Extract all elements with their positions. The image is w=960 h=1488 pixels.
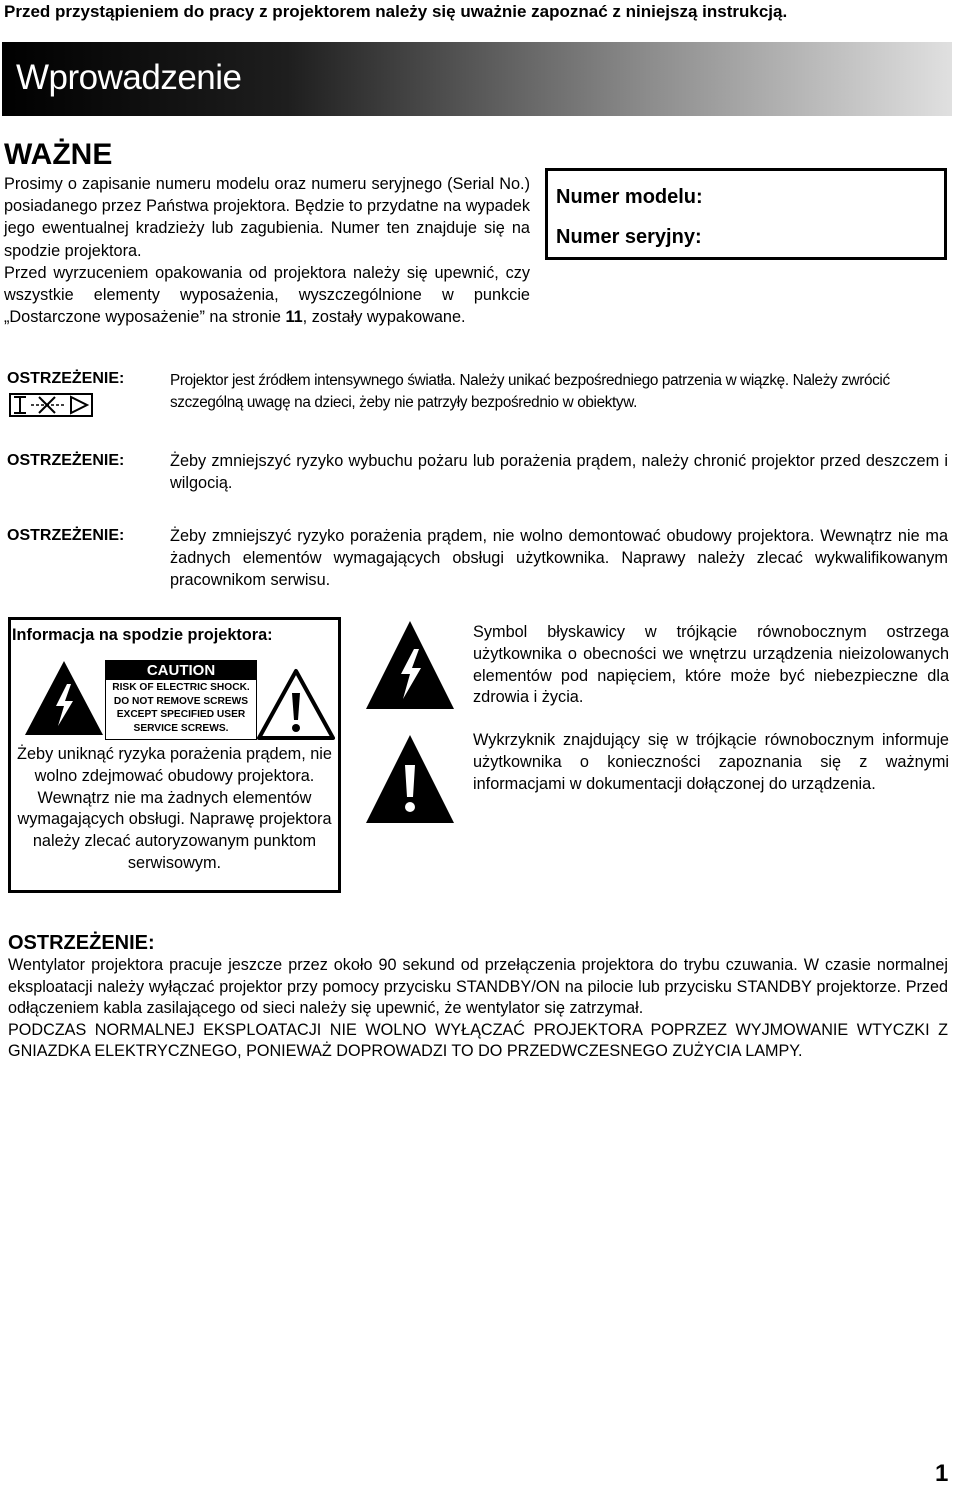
exclamation-triangle-icon [257, 668, 335, 740]
bottom-label-text: Żeby uniknąć ryzyka porażenia prądem, nie wolno zdejmować obudowy projektora. Wewnątrz nie ma żadnych elementów wymagających obsługi. Naprawę projektora należy zlecać autoryzowanym punktom serwisowym. [17, 745, 332, 872]
serial-number-box [545, 168, 947, 260]
caution-title: CAUTION [106, 661, 256, 680]
exclamation-symbol-text: Wykrzyknik znajdujący się w trójkącie równobocznym informuje użytkownika o konieczności zapoznania się z ważnymi informacjami w dokumentacji dołączonej do urządzenia. [473, 731, 949, 793]
important-paragraph-2: Przed wyrzuceniem opakowania od projektora należy się upewnić, czy wszystkie elementy wyposażenia, wyszczególnione w punkcie „Dostarczone wyposażenie” na stronie [4, 263, 530, 327]
serial-number-label: Numer seryjny: [556, 226, 702, 248]
lightning-triangle-icon [23, 658, 105, 738]
fan-warning-paragraph: Wentylator projektora pracuje jeszcze przez około 90 sekund od przełączenia projektora do trybu czuwania. W czasie normalnej eksploatacji należy wyłączać projektor przy pomocy przycisku STANDBY/ON na pilocie lub przycisku STANDBY projektorze. Przed odłączeniem kabla zasilającego od sieci należy się upewnić, że wentylator się zatrzymał. [8, 956, 948, 1018]
bottom-label-info-box [8, 617, 341, 893]
fan-warning-label: OSTRZEŻENIE: [8, 932, 155, 954]
section-banner [2, 42, 952, 116]
section-title: Wprowadzenie [16, 58, 242, 97]
caution-line: SERVICE SCREWS. [133, 722, 229, 734]
intro-note: Przed przystąpieniem do pracy z projektorem należy się uważnie zapoznać z niniejszą instrukcją. [4, 2, 788, 21]
warning-text: Żeby zmniejszyć ryzyko porażenia prądem, nie wolno demontować obudowy projektora. Wewnątrz nie ma żadnych elementów wymagających obsługi użytkownika. Naprawy należy zlecać wykwalifikowanym pracownikom serwisu. [170, 527, 948, 589]
page-reference: 11 [285, 308, 303, 327]
caution-line: RISK OF ELECTRIC SHOCK. [112, 682, 250, 693]
warning-label: OSTRZEŻENIE: [7, 527, 125, 544]
caution-line: DO NOT REMOVE SCREWS [113, 695, 249, 707]
important-paragraph-1: Prosimy o zapisanie numeru modelu oraz numeru seryjnego (Serial No.) posiadanego przez Państwa projektora. Będzie to przydatne na wypadek jego ewentualnej kradzieży lub zagubienia. Numer ten znajduje się na spodzie projektora. [4, 175, 530, 260]
important-heading: WAŻNE [4, 138, 113, 171]
model-number-label: Numer modelu: [556, 186, 703, 208]
warning-text: Żeby zmniejszyć ryzyko wybuchu pożaru lub porażenia prądem, należy chronić projektor przed deszczem i wilgocią. [170, 452, 948, 492]
page-number: 1 [935, 1460, 949, 1487]
fan-warning-caps-paragraph: PODCZAS NORMALNEJ EKSPLOATACJI NIE WOLNO WYŁĄCZAĆ PROJEKTORA POPRZEZ WYJMOWANIE WTYCZKI Z GNIAZDKA ELEKTRYCZNEGO, PONIEWAŻ DOPROWADZI TO DO PRZEDWCZESNEGO ZUŻYCIA LAMPY. [8, 1020, 948, 1061]
warning-text: Projektor jest źródłem intensywnego światła. Należy unikać bezpośredniego patrzenia w wiązkę. Należy zwrócić szczególną uwagę na dzieci, żeby nie patrzyły bezpośrednio w obiektyw. [170, 372, 890, 411]
important-text [4, 173, 530, 328]
caution-line: EXCEPT SPECIFIED USER [116, 709, 246, 721]
important-paragraph-2-end: , zostały wypakowane. [302, 308, 466, 327]
caution-label [105, 660, 257, 740]
lightning-triangle-icon [364, 619, 456, 711]
exclamation-triangle-icon [364, 733, 456, 825]
warning-label: OSTRZEŻENIE: [7, 370, 125, 387]
bottom-label-title: Informacja na spodzie projektora: [12, 626, 273, 644]
laser-warning-icon [9, 393, 93, 417]
warning-label: OSTRZEŻENIE: [7, 452, 125, 469]
lightning-symbol-text: Symbol błyskawicy w trójkącie równobocznym ostrzega użytkownika o obecności we wnętrzu urządzenia nieizolowanych elementów pod napięciem, które może być niebezpieczne dla zdrowia i życia. [473, 623, 949, 707]
fan-warning-text [8, 955, 948, 1063]
